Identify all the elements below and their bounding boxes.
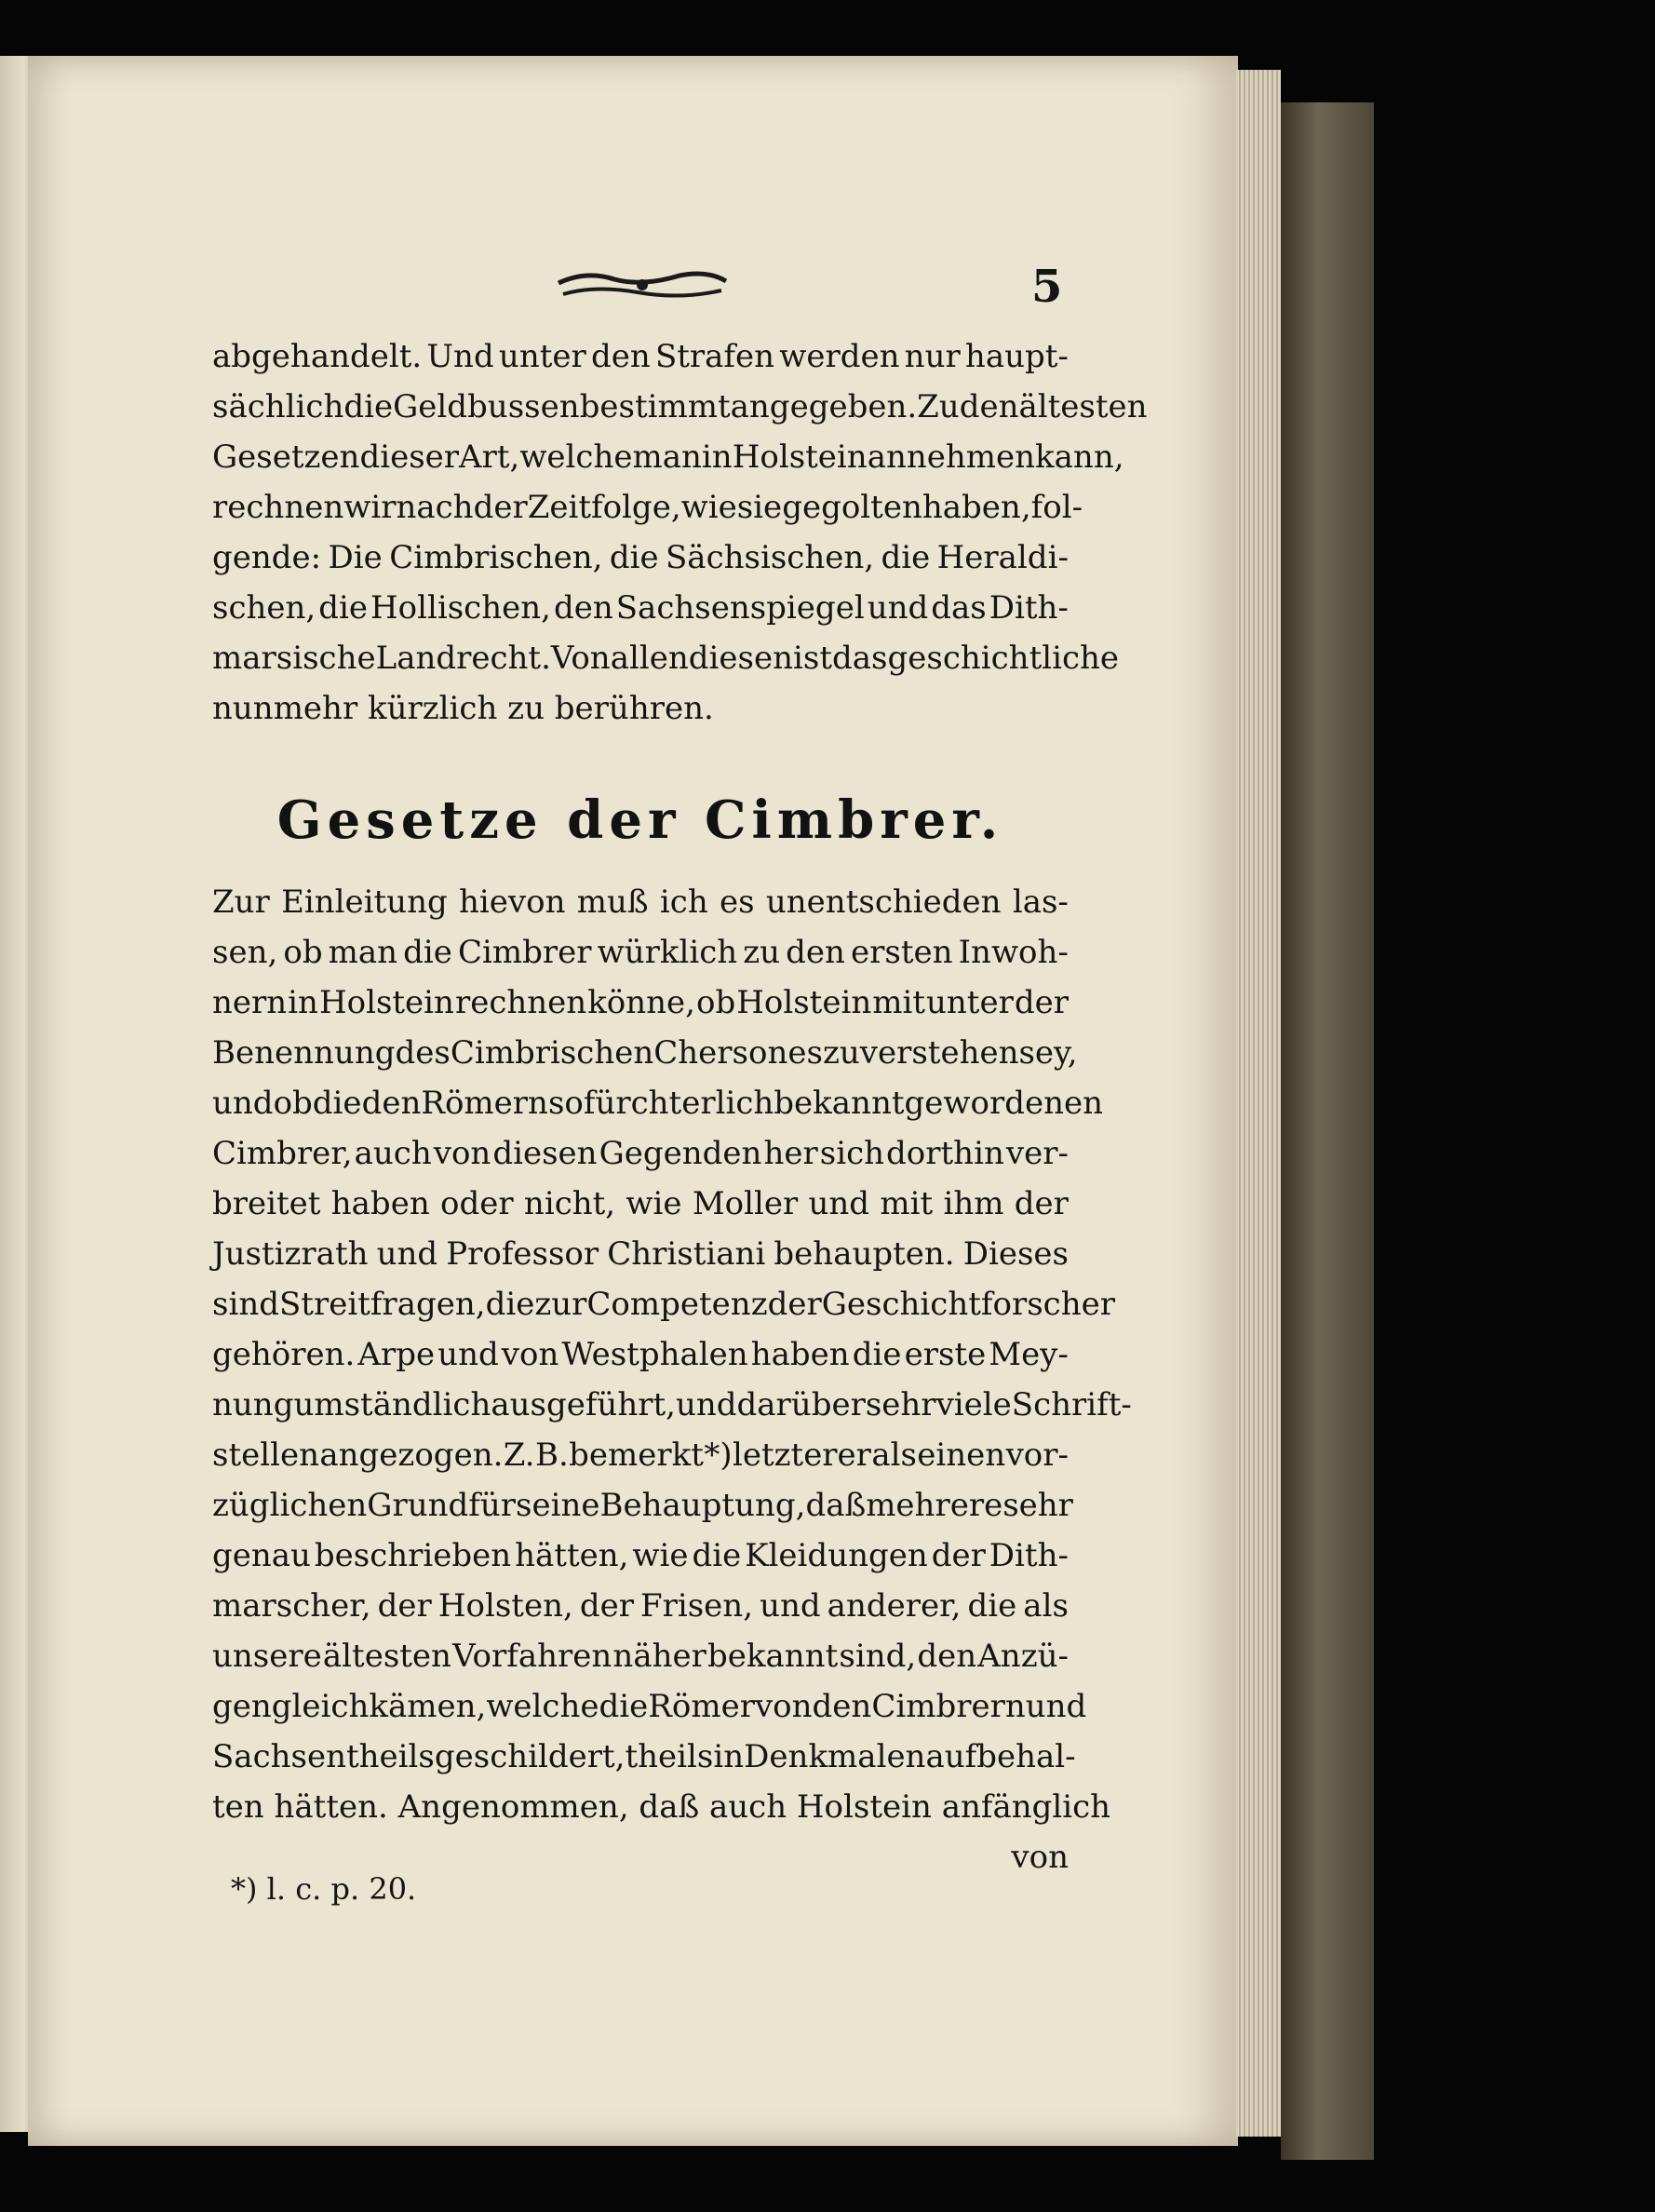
text-line: stellen angezogen. Z. B. bemerkt *) letzterer als einen vor-: [212, 1436, 1069, 1474]
paragraph-1: [212, 331, 1148, 734]
text-line: marsische Landrecht. Von allen diesen ist das geschichtliche: [212, 640, 1120, 677]
text-line: ten hätten. Angenommen, daß auch Holstein anfänglich: [212, 1788, 1111, 1826]
text-line: und ob die den Römern so fürchterlich bekannt gewordenen: [212, 1085, 1104, 1122]
text-line: breitet haben oder nicht, wie Moller und mit ihm der: [212, 1185, 1069, 1222]
text-line: Benennung des Cimbrischen Chersones zu verstehen sey,: [212, 1034, 1078, 1072]
text-line: gehören. Arpe und von Westphalen haben die erste Mey-: [212, 1336, 1069, 1373]
text-line: schen, die Hollischen, den Sachsenspiegel und das Dith-: [212, 589, 1069, 627]
text-line: unsere ältesten Vorfahren näher bekannt sind, den Anzü-: [212, 1638, 1069, 1675]
text-line: gende: Die Cimbrischen, die Sächsischen, die Heraldi-: [212, 539, 1069, 576]
page-fore-edge: [1236, 70, 1281, 2137]
text-line: Gesetzen dieser Art, welche man in Holstein annehmen kann,: [212, 438, 1124, 476]
text-line: marscher, der Holsten, der Frisen, und anderer, die als: [212, 1587, 1069, 1625]
text-line: Cimbrer, auch von diesen Gegenden her sich dorthin ver-: [212, 1135, 1069, 1172]
text-line: genau beschrieben hätten, wie die Kleidungen der Dith-: [212, 1537, 1069, 1574]
ornament-icon: [549, 263, 735, 309]
section-heading: Gesetze der Cimbrer.: [276, 789, 1004, 851]
paragraph-2: [212, 877, 1132, 1832]
text-line: abgehandelt. Und unter den Strafen werden nur haupt-: [212, 338, 1069, 375]
text-line: sächlich die Geldbussen bestimmt angegeben. Zu den ältesten: [212, 388, 1148, 425]
text-line: Sachsen theils geschildert, theils in Denkmalen aufbehal-: [212, 1738, 1076, 1775]
text-line: nung umständlich ausgeführt, und darüber sehr viele Schrift-: [212, 1386, 1132, 1423]
catchword: von: [1011, 1839, 1069, 1876]
text-line: nern in Holstein rechnen könne, ob Holstein mit unter der: [212, 984, 1069, 1021]
text-line: gen gleich kämen, welche die Römer von den Cimbrern und: [212, 1688, 1087, 1725]
footnote: *) l. c. p. 20.: [231, 1871, 417, 1907]
book-cover-edge: [1281, 102, 1374, 2160]
text-line: züglichen Grund für seine Behauptung, daß mehrere sehr: [212, 1487, 1073, 1524]
text-line: nunmehr kürzlich zu berühren.: [212, 690, 714, 727]
page-number: 5: [1031, 261, 1063, 313]
text-line: sen, ob man die Cimbrer würklich zu den ersten Inwoh-: [212, 934, 1069, 971]
text-line: Justizrath und Professor Christiani behaupten. Dieses: [212, 1235, 1069, 1273]
text-line: Zur Einleitung hievon muß ich es unentschieden las-: [212, 883, 1069, 921]
text-line: rechnen wir nach der Zeitfolge, wie sie gegolten haben, fol-: [212, 489, 1083, 526]
text-line: sind Streitfragen, die zur Competenz der Geschichtforscher: [212, 1286, 1115, 1323]
